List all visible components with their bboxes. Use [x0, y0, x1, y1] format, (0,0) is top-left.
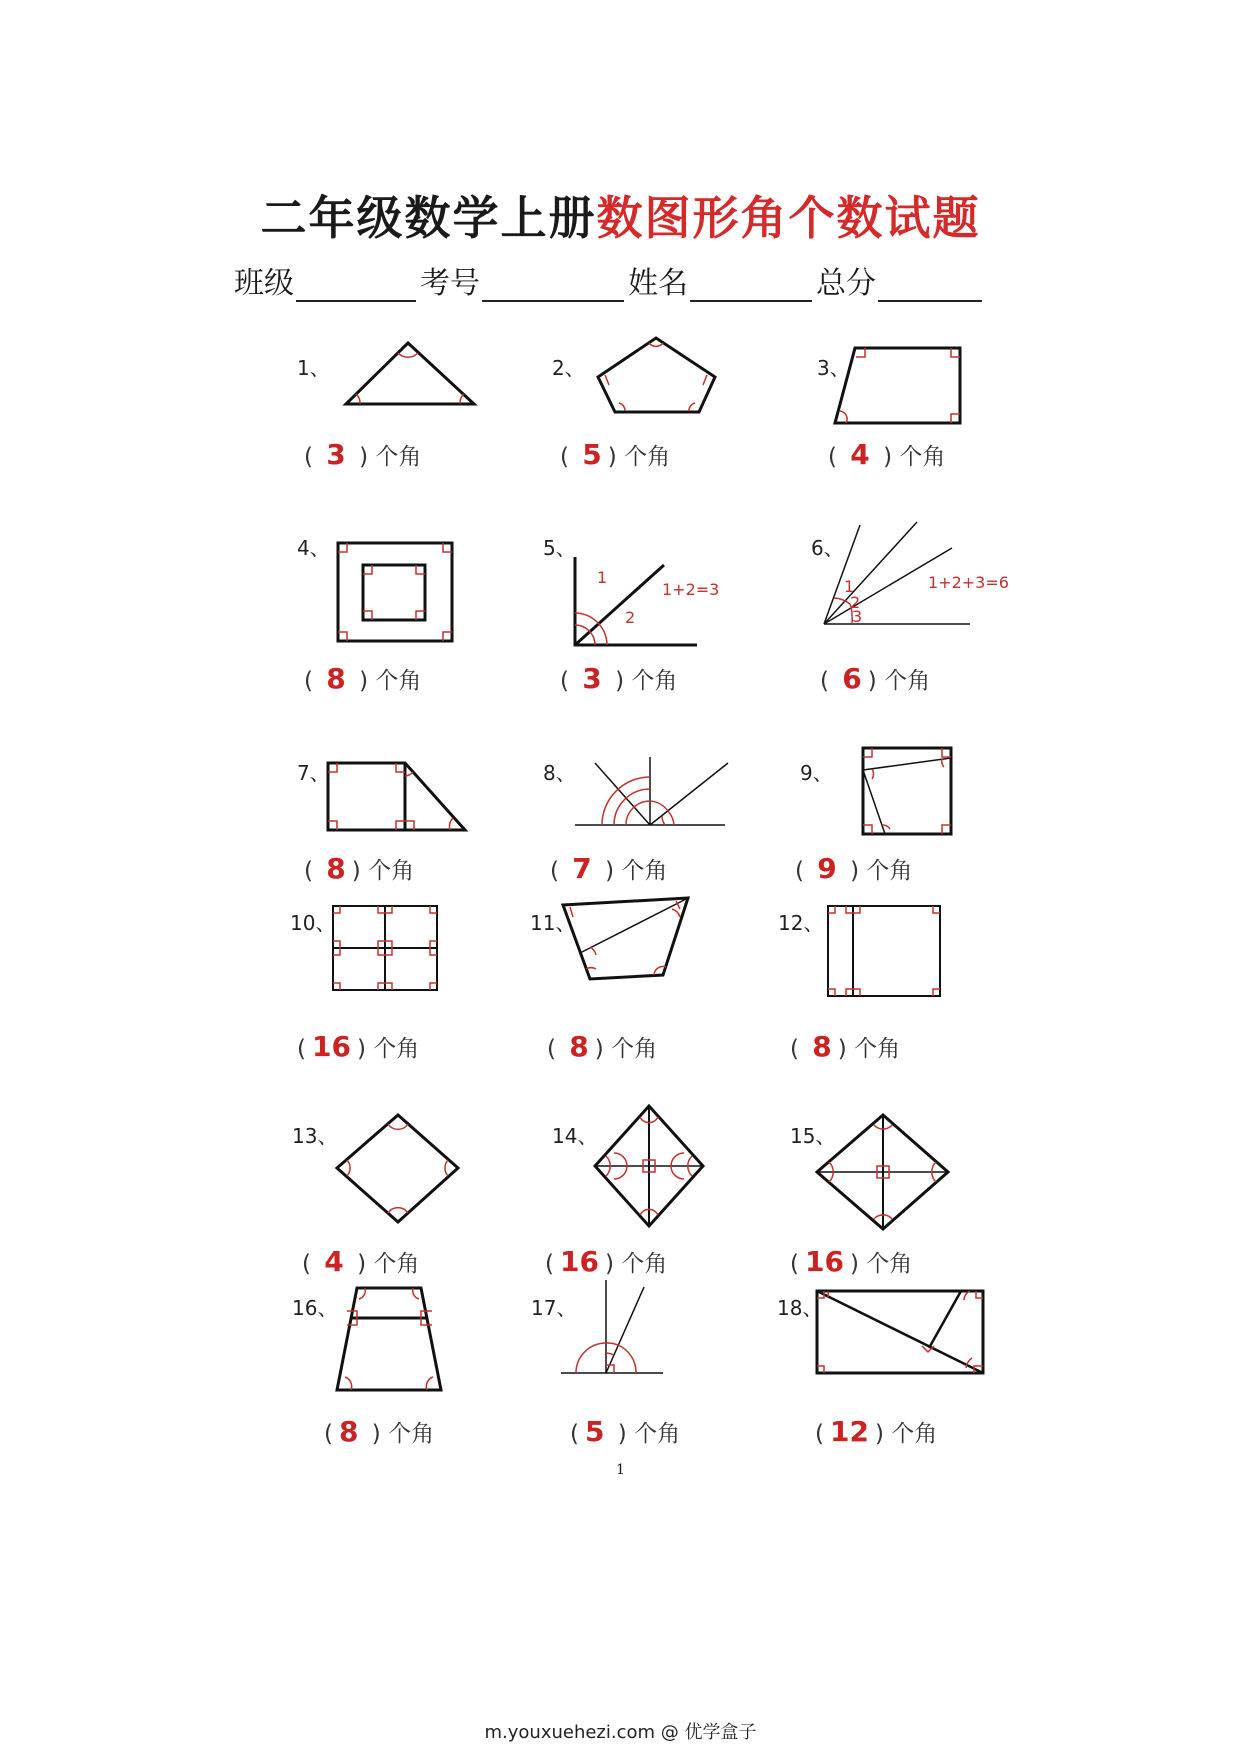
problem-9-figure: [860, 745, 955, 837]
problem-8-figure: [570, 755, 735, 830]
problem-6-label-2: 2: [850, 593, 861, 612]
problem-11-answer: ( 8 ) 个角: [547, 1030, 658, 1063]
problem-12-figure: [825, 903, 945, 1000]
problem-6-note: 1+2+3=6: [928, 573, 1009, 592]
problem-8-answer-value: 7: [572, 852, 592, 885]
problem-14-answer: ( 16 ) 个角: [545, 1245, 668, 1278]
page-number: 1: [616, 1462, 625, 1478]
problem-8-number: 8、: [543, 761, 576, 785]
problem-6-answer-value: 6: [842, 662, 862, 695]
problem-6-label-3: 3: [852, 607, 863, 626]
problem-5-answer-value: 3: [582, 662, 602, 695]
problem-14-number: 14、: [552, 1124, 598, 1148]
problem-17-answer: ( 5 ) 个角: [570, 1415, 681, 1448]
problem-1-answer-value: 3: [326, 438, 346, 471]
problem-13-number: 13、: [292, 1124, 338, 1148]
problem-18-answer-value: 12: [829, 1415, 869, 1448]
problem-6-answer: ( 6 ) 个角: [820, 662, 931, 695]
problem-11-figure: [560, 895, 695, 985]
problem-5-answer: ( 3 ) 个角: [560, 662, 678, 695]
problem-18-number: 18、: [777, 1296, 823, 1320]
page-title: [0, 182, 1241, 248]
problem-15-answer: ( 16 ) 个角: [790, 1245, 913, 1278]
problem-16-answer-value: 8: [338, 1415, 359, 1448]
student-info-row: [234, 258, 1034, 302]
problem-8-answer: ( 7 ) 个角: [550, 852, 668, 885]
problem-2-answer-value: 5: [582, 438, 602, 471]
problem-11-answer-value: 8: [569, 1030, 589, 1063]
problem-9-answer: ( 9 ) 个角: [795, 852, 913, 885]
class-label: 班级: [234, 266, 294, 301]
problem-4-figure: [335, 540, 455, 645]
problem-6-figure: [820, 520, 1009, 630]
problem-15-answer-value: 16: [804, 1245, 844, 1278]
score-label: 总分: [816, 266, 876, 301]
problem-9-number: 9、: [800, 761, 833, 785]
problem-9-answer-value: 9: [817, 852, 837, 885]
problem-1-number: 1、: [297, 356, 330, 380]
problem-14-answer-value: 16: [559, 1245, 599, 1278]
problem-5-figure: [570, 555, 745, 650]
problem-10-answer-value: 16: [311, 1030, 351, 1063]
problem-10-number: 10、: [290, 911, 336, 935]
problem-1-figure: [340, 340, 480, 410]
problem-3-answer-value: 4: [850, 438, 870, 471]
problem-15-figure: [813, 1112, 953, 1232]
footer-watermark: m.youxuehezi.com @ 优学盒子: [484, 1722, 757, 1743]
problem-12-answer: ( 8 ) 个角: [790, 1030, 901, 1063]
name-label: 姓名: [628, 266, 688, 301]
problem-11-number: 11、: [530, 911, 576, 935]
problem-3-figure: [830, 345, 965, 427]
title-black: 二年级数学上册: [260, 191, 597, 245]
problem-7-answer: ( 8 ) 个角: [304, 852, 415, 885]
problem-10-figure: [330, 903, 440, 993]
problem-2-number: 2、: [552, 356, 585, 380]
problem-4-answer: ( 8 ) 个角: [304, 662, 422, 695]
problem-13-answer: ( 4 ) 个角: [302, 1245, 420, 1278]
problem-1-answer: ( 3 ) 个角: [304, 438, 422, 471]
problem-16-answer: ( 8 ) 个角: [324, 1415, 435, 1448]
exam-no-label: 考号: [420, 266, 480, 301]
problem-3-number: 3、: [817, 356, 850, 380]
problem-6-label-1: 1: [844, 577, 855, 596]
problem-2-answer: ( 5 ) 个角: [560, 438, 671, 471]
problem-16-number: 16、: [292, 1296, 338, 1320]
problem-12-number: 12、: [778, 911, 824, 935]
problem-7-answer-value: 8: [326, 852, 346, 885]
score-field[interactable]: [878, 270, 982, 302]
problem-12-answer-value: 8: [812, 1030, 832, 1063]
problem-3-answer: ( 4 ) 个角: [828, 438, 946, 471]
problem-4-number: 4、: [297, 536, 330, 560]
name-field[interactable]: [690, 270, 812, 302]
problem-5-label-1: 1: [597, 568, 608, 587]
title-red: 数图形角个数试题: [596, 191, 981, 245]
problem-7-number: 7、: [297, 761, 330, 785]
problem-5-number: 5、: [543, 536, 576, 560]
problem-18-figure: [814, 1288, 989, 1383]
problem-6-number: 6、: [811, 536, 844, 560]
problem-13-figure: [333, 1112, 463, 1225]
problem-7-figure: [325, 760, 470, 835]
problem-13-answer-value: 4: [324, 1245, 344, 1278]
problem-15-number: 15、: [790, 1124, 836, 1148]
problem-17-figure: [558, 1275, 668, 1380]
problem-18-answer: ( 12 ) 个角: [815, 1415, 938, 1448]
problem-4-answer-value: 8: [326, 662, 346, 695]
exam-no-field[interactable]: [482, 270, 624, 302]
problem-5-label-2: 2: [625, 608, 636, 627]
problem-2-figure: [595, 335, 720, 415]
problem-17-answer-value: 5: [584, 1415, 605, 1448]
class-field[interactable]: [296, 270, 416, 302]
problem-17-number: 17、: [531, 1296, 577, 1320]
problem-10-answer: ( 16 ) 个角: [297, 1030, 420, 1063]
problem-5-note: 1+2=3: [662, 580, 720, 599]
problem-14-figure: [592, 1103, 707, 1230]
problem-16-figure: [333, 1285, 448, 1395]
